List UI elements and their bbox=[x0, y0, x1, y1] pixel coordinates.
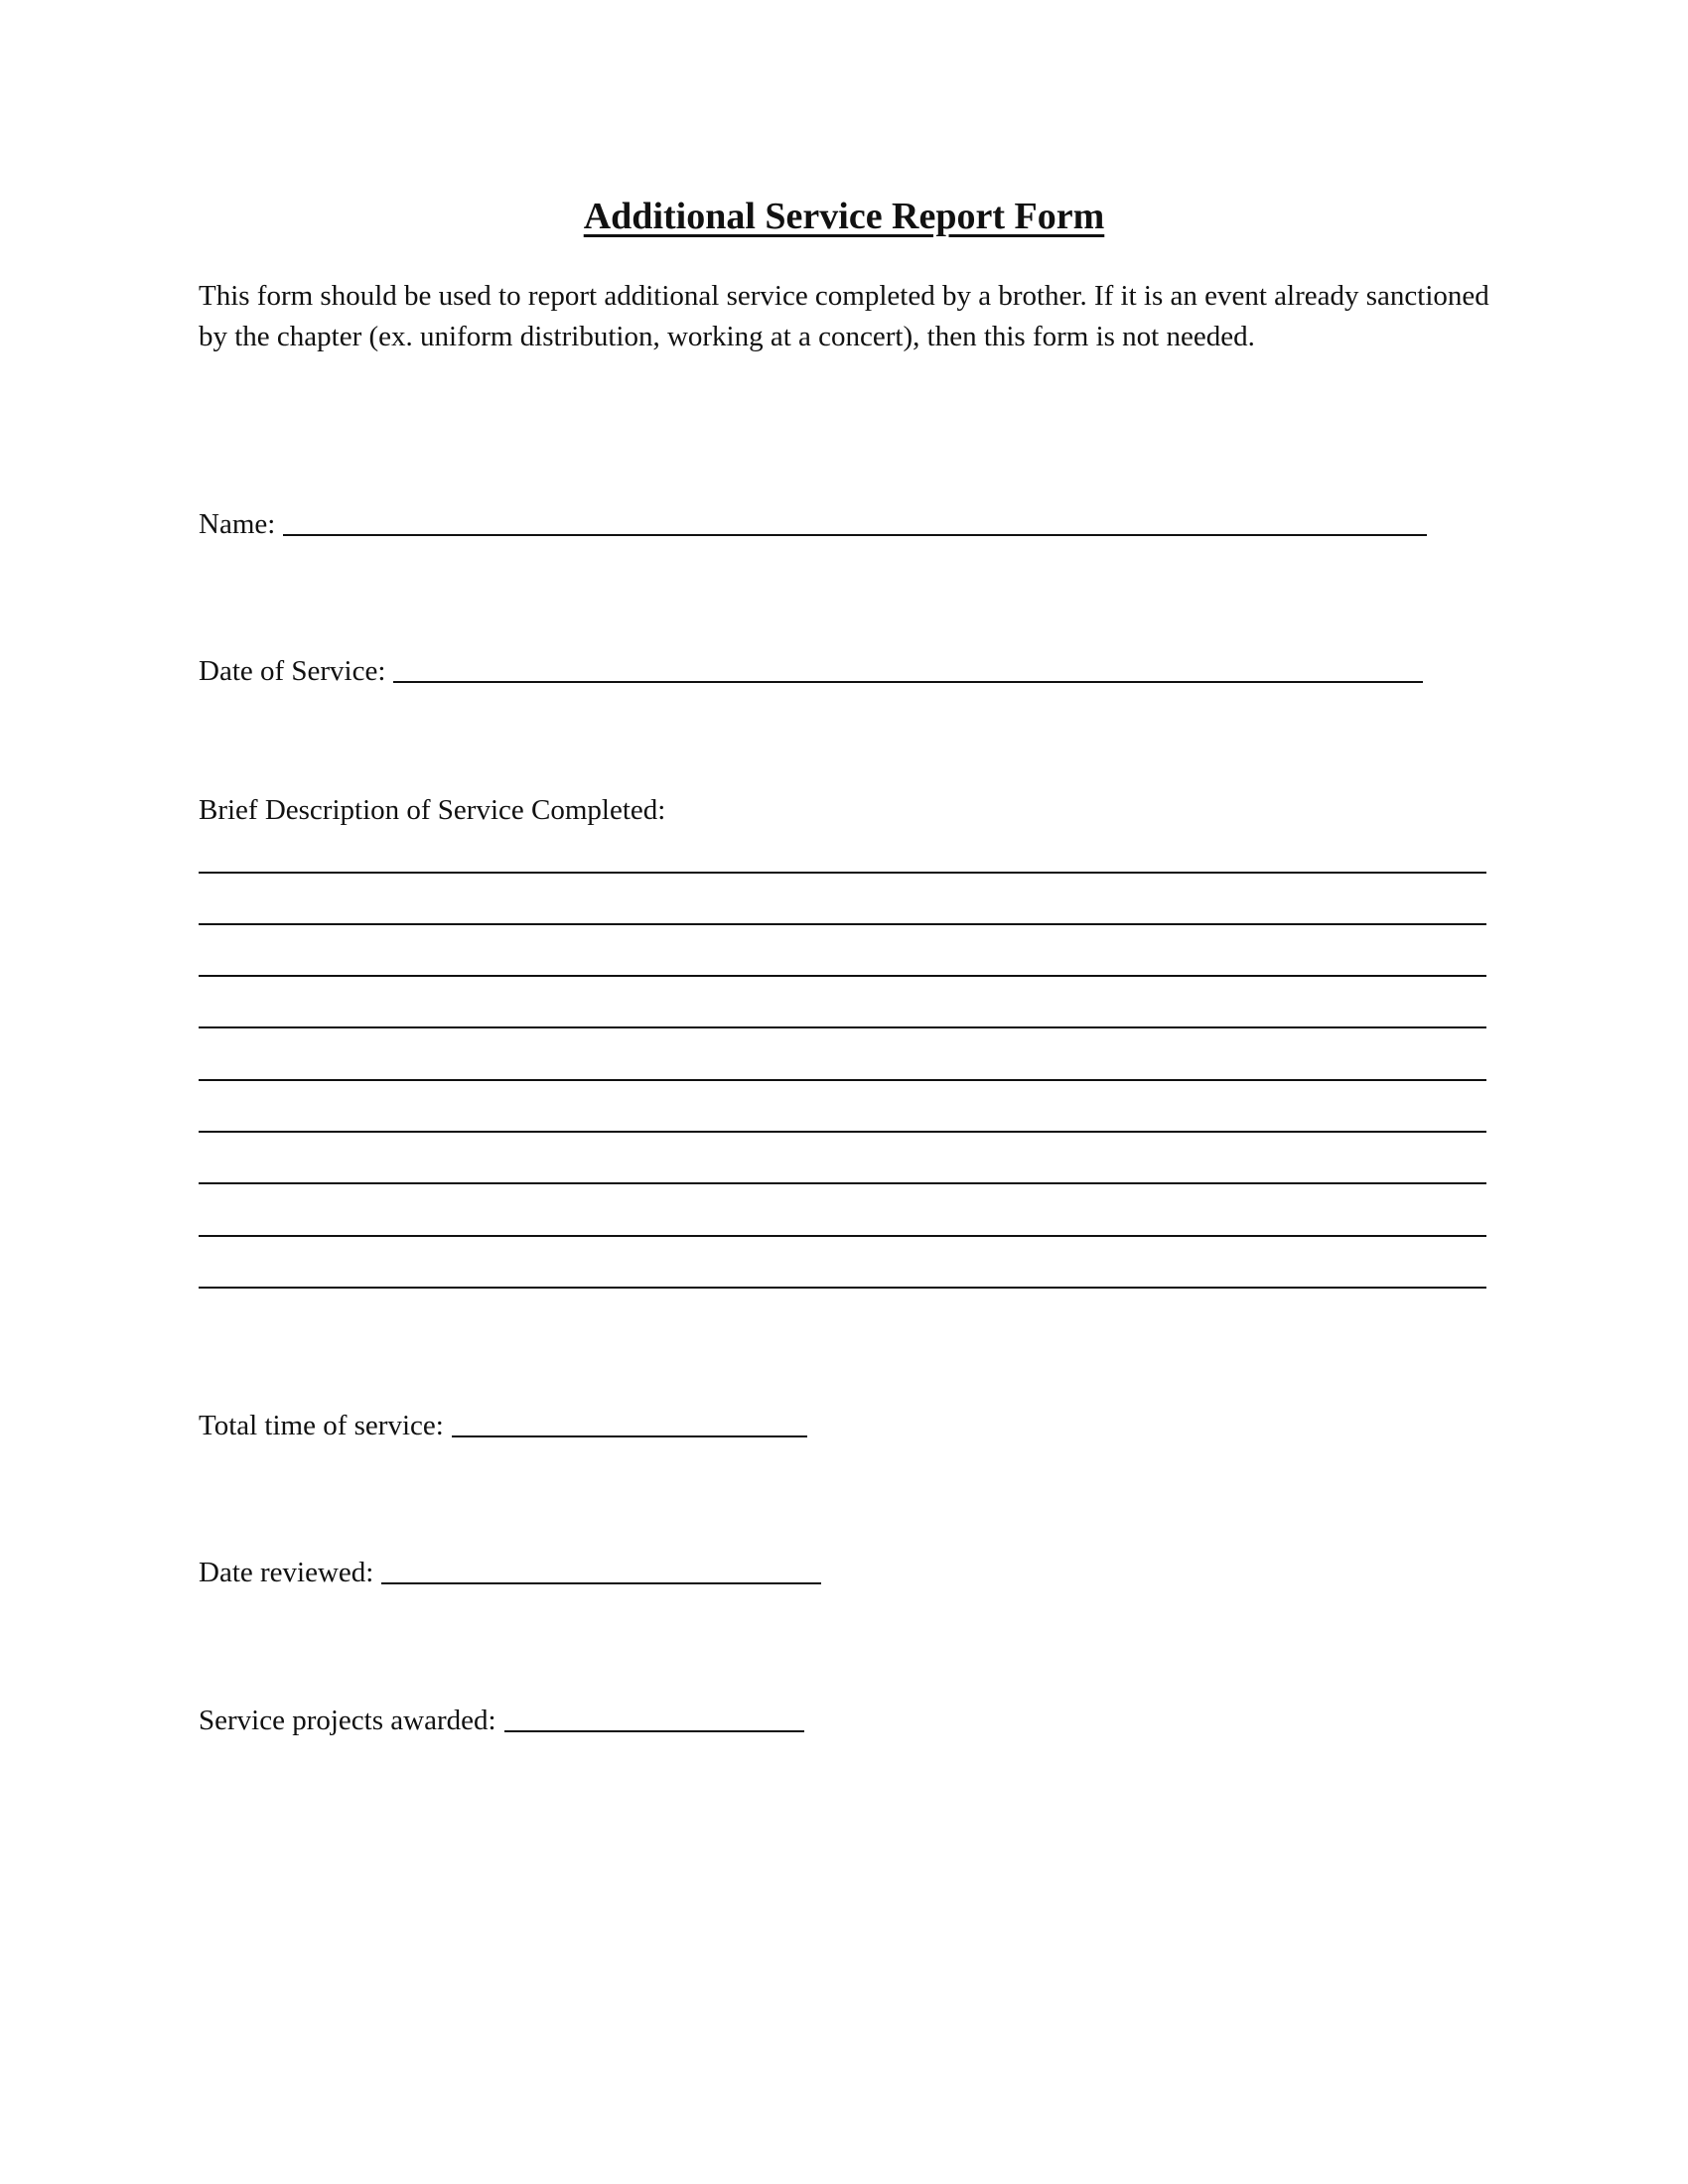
description-label: Brief Description of Service Completed: bbox=[199, 794, 666, 826]
description-line-7[interactable] bbox=[199, 1182, 1486, 1184]
description-line-4[interactable] bbox=[199, 1026, 1486, 1028]
date-reviewed-label: Date reviewed: bbox=[199, 1557, 374, 1588]
date-of-service-field-row bbox=[199, 653, 1423, 689]
date-of-service-label: Date of Service: bbox=[199, 655, 386, 687]
description-line-9[interactable] bbox=[199, 1287, 1486, 1289]
description-line-1[interactable] bbox=[199, 872, 1486, 874]
name-blank-line[interactable] bbox=[283, 506, 1427, 536]
total-time-blank-line[interactable] bbox=[452, 1408, 807, 1437]
date-of-service-blank-line[interactable] bbox=[393, 653, 1423, 683]
date-reviewed-blank-line[interactable] bbox=[381, 1555, 821, 1584]
form-intro-paragraph: This form should be used to report additional service completed by a brother. If it is an event already sanctioned by the chapter (ex. uniform distribution, working at a concert), then this form is not needed. bbox=[199, 280, 1489, 352]
service-projects-field-row bbox=[199, 1703, 804, 1738]
description-line-2[interactable] bbox=[199, 923, 1486, 925]
description-line-8[interactable] bbox=[199, 1235, 1486, 1237]
total-time-field-row bbox=[199, 1408, 807, 1443]
description-line-5[interactable] bbox=[199, 1079, 1486, 1081]
form-title: Additional Service Report Form bbox=[583, 196, 1105, 237]
service-projects-blank-line[interactable] bbox=[504, 1703, 804, 1732]
name-field-row bbox=[199, 506, 1427, 542]
name-label: Name: bbox=[199, 508, 276, 540]
service-projects-label: Service projects awarded: bbox=[199, 1705, 496, 1736]
date-reviewed-field-row bbox=[199, 1555, 821, 1590]
total-time-label: Total time of service: bbox=[199, 1410, 444, 1441]
description-line-3[interactable] bbox=[199, 975, 1486, 977]
description-line-6[interactable] bbox=[199, 1131, 1486, 1133]
